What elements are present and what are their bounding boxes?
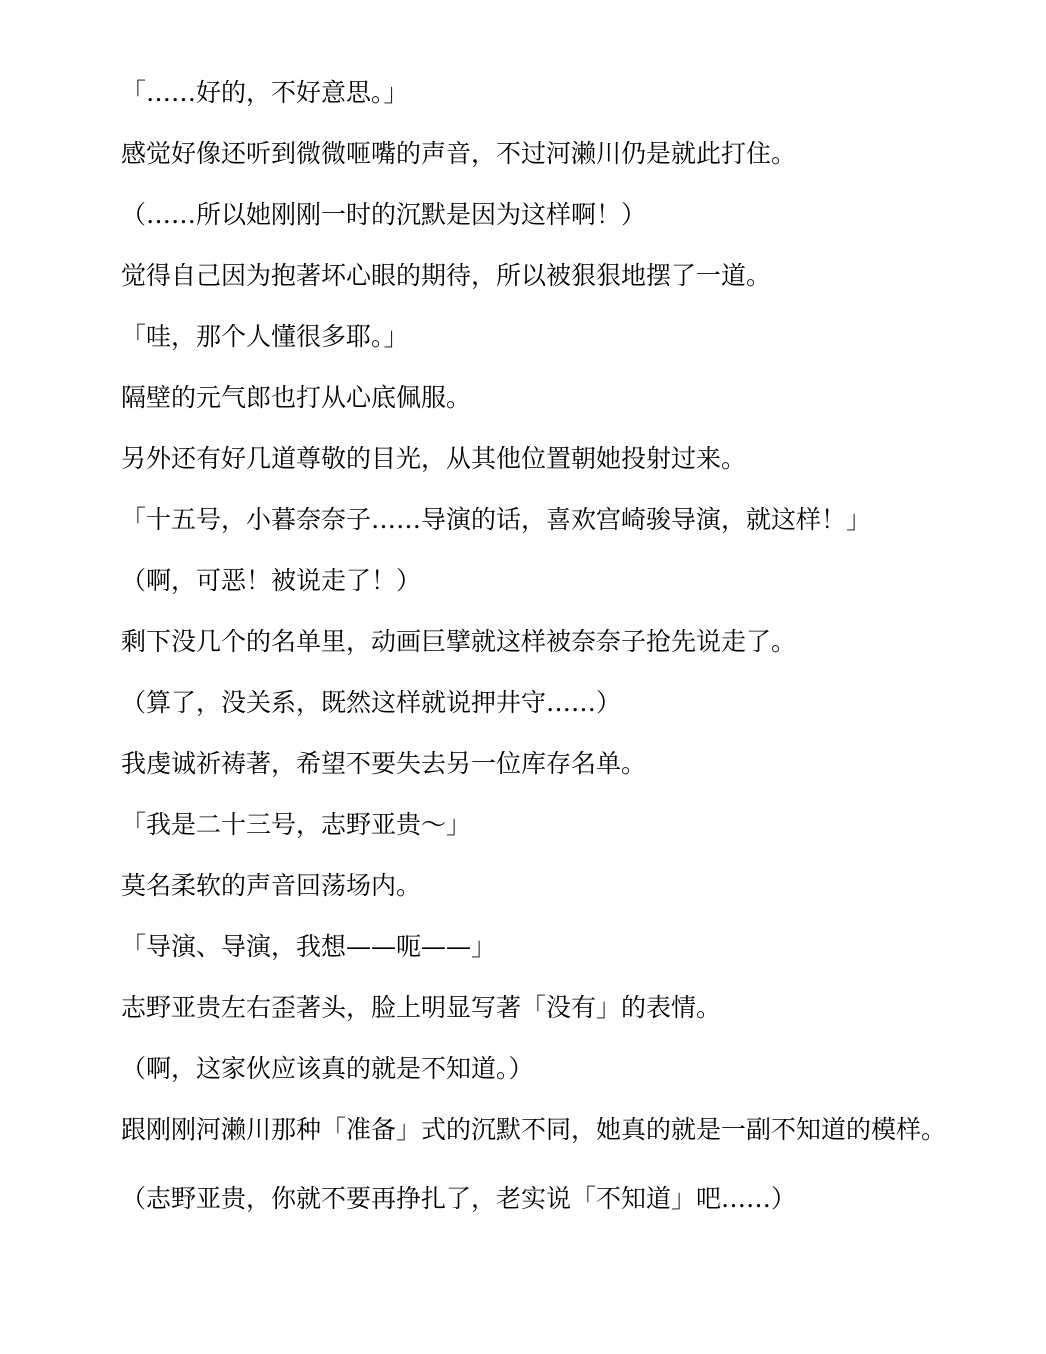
paragraph-9: （啊，可恶！被说走了！） xyxy=(121,566,422,595)
paragraph-5: 「哇，那个人懂很多耶。」 xyxy=(121,322,409,351)
paragraph-1: 「……好的，不好意思。」 xyxy=(121,78,409,107)
paragraph-16: 志野亚贵左右歪著头，脸上明显写著「没有」的表情。 xyxy=(121,993,722,1022)
paragraph-2: 感觉好像还听到微微咂嘴的声音，不过河濑川仍是就此打住。 xyxy=(121,139,797,168)
paragraph-8: 「十五号，小暮奈奈子……导演的话，喜欢宫崎骏导演，就这样！」 xyxy=(121,505,872,534)
paragraph-6: 隔壁的元气郎也打从心底佩服。 xyxy=(121,383,472,412)
paragraph-18: 跟刚刚河濑川那种「准备」式的沉默不同，她真的就是一副不知道的模样。 xyxy=(121,1115,947,1144)
paragraph-19: （志野亚贵，你就不要再挣扎了，老实说「不知道」吧……） xyxy=(121,1184,797,1213)
paragraph-10: 剩下没几个的名单里，动画巨擘就这样被奈奈子抢先说走了。 xyxy=(121,627,797,656)
paragraph-7: 另外还有好几道尊敬的目光，从其他位置朝她投射过来。 xyxy=(121,444,747,473)
paragraph-12: 我虔诚祈祷著，希望不要失去另一位库存名单。 xyxy=(121,749,647,778)
paragraph-4: 觉得自己因为抱著坏心眼的期待，所以被狠狠地摆了一道。 xyxy=(121,261,772,290)
paragraph-13: 「我是二十三号，志野亚贵～」 xyxy=(121,810,472,839)
paragraph-11: （算了，没关系，既然这样就说押井守……） xyxy=(121,688,622,717)
paragraph-3: （……所以她刚刚一时的沉默是因为这样啊！） xyxy=(121,200,647,229)
document-body xyxy=(68,76,978,1243)
paragraph-15: 「导演、导演，我想——呃——」 xyxy=(121,932,497,961)
paragraph-14: 莫名柔软的声音回荡场内。 xyxy=(121,871,422,900)
paragraph-17: （啊，这家伙应该真的就是不知道。） xyxy=(121,1054,534,1083)
